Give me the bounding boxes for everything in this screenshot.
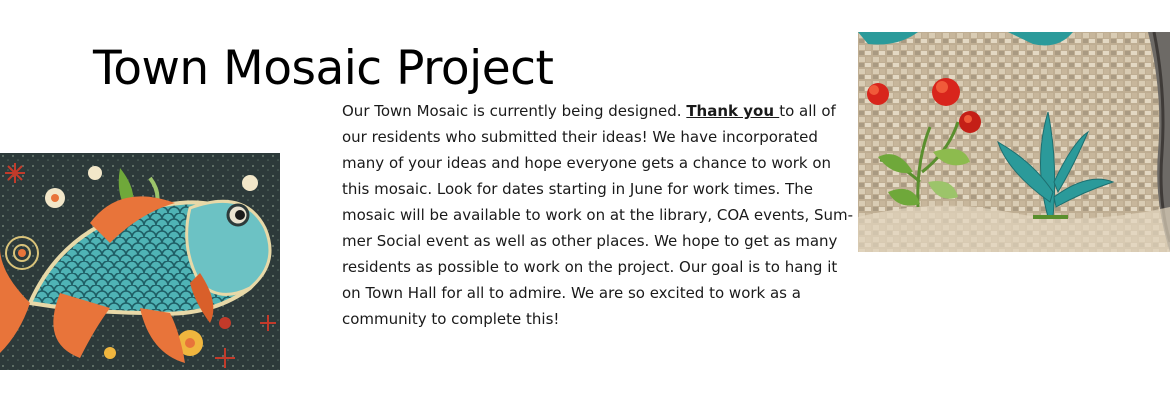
body-line-9: community to complete this! (342, 310, 560, 328)
thank-you-emphasis: Thank you (686, 102, 780, 120)
flower-mosaic-image (858, 32, 1170, 252)
page-title: Town Mosaic Project (93, 41, 554, 96)
body-line-8: on Town Hall for all to admire. We are so excited to work as a (342, 284, 801, 302)
body-line-7: residents as possible to work on the project. Our goal is to hang it (342, 258, 838, 276)
body-line-1-start: Our Town Mosaic is currently being designed. (342, 102, 687, 120)
fish-mosaic-image (0, 153, 280, 370)
body-line-5: mosaic will be available to work on at the library, COA events, Sum- (342, 206, 854, 224)
body-line-6: mer Social event as well as other places. We hope to get as many (342, 232, 838, 250)
body-line-2: our residents who submitted their ideas! We have incorporated (342, 128, 818, 146)
body-line-3: many of your ideas and hope everyone gets a chance to work on (342, 154, 832, 172)
body-line-1-end: to all of (779, 102, 836, 120)
body-paragraph (342, 98, 854, 332)
body-line-4: this mosaic. Look for dates starting in June for work times. The (342, 180, 813, 198)
body-line-1 (342, 98, 834, 124)
